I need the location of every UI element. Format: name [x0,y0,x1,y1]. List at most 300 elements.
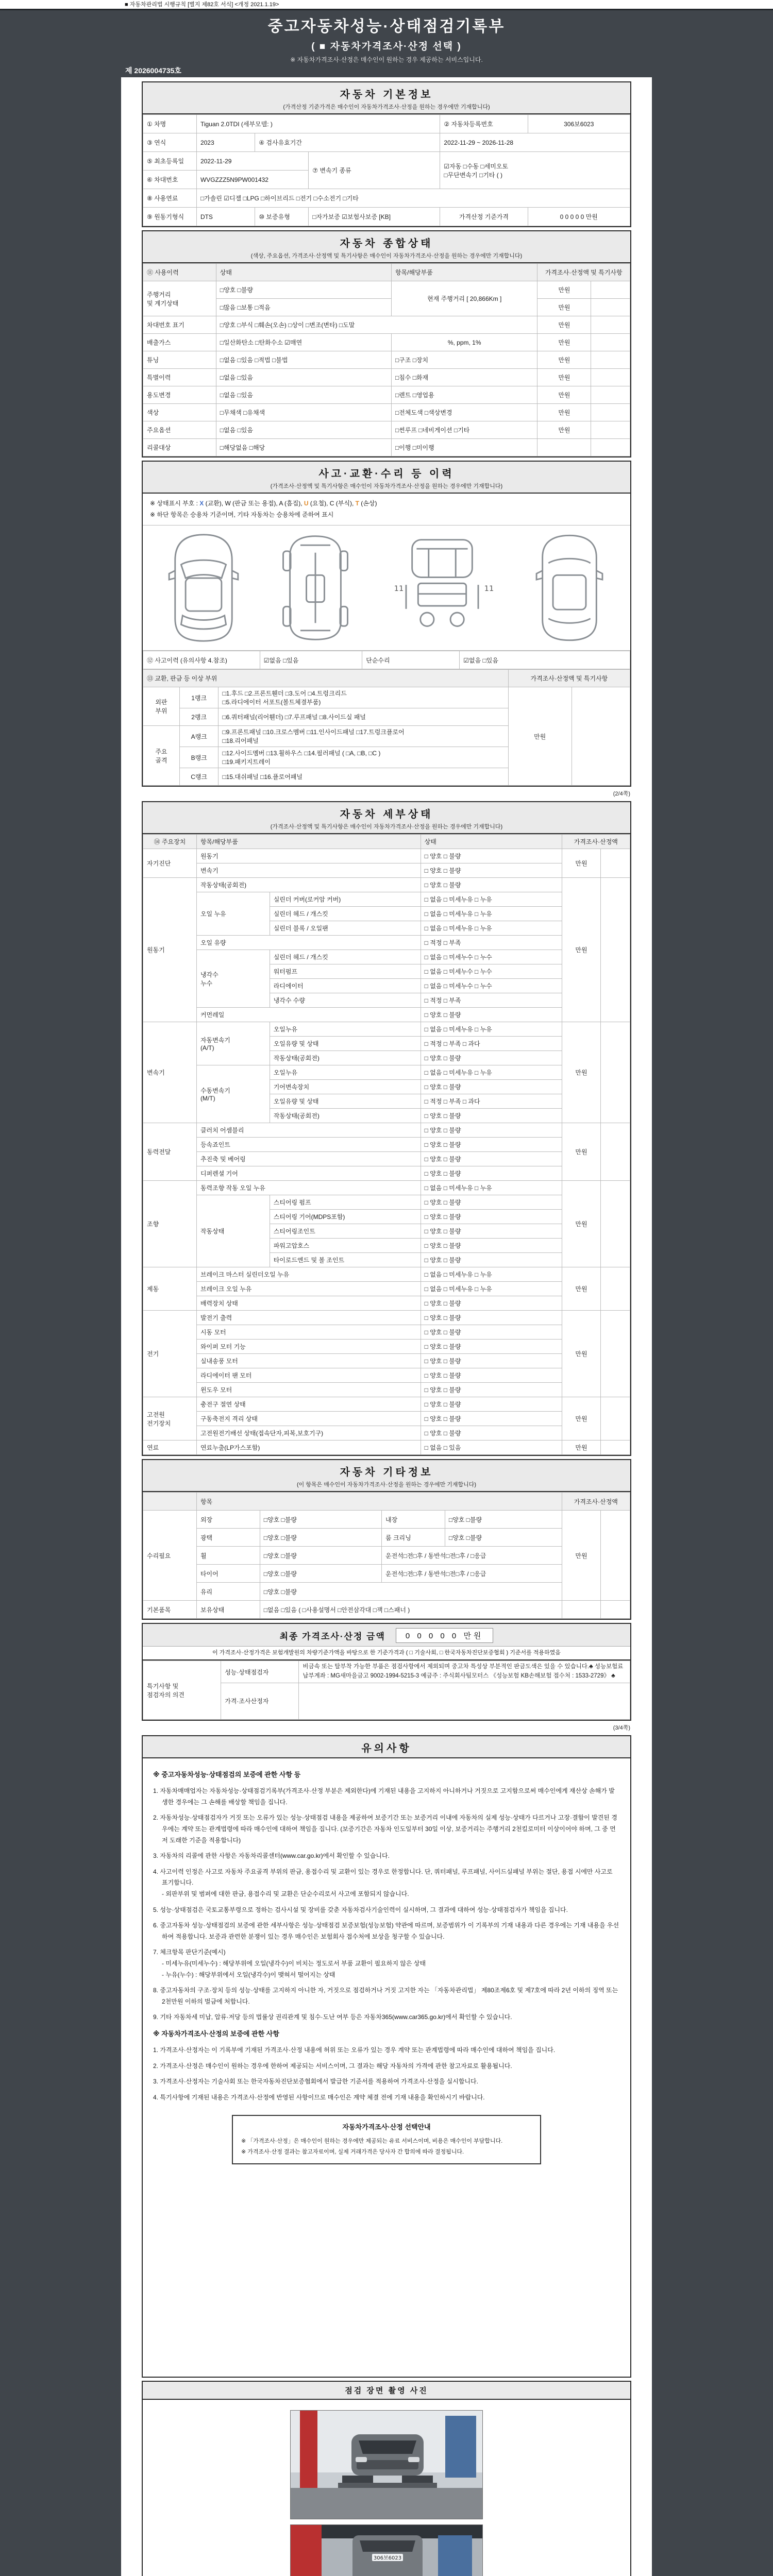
cell: □없음 □있음 [216,421,391,439]
state-code-legend [143,494,630,526]
legend-segment: (흠집), [282,500,304,507]
cell: 배력장치 상태 [196,1296,421,1311]
cell: ⑩ 보증유형 [255,208,309,226]
cell: □해당없음 □해당 [216,439,391,456]
cell: 특별이력 [143,369,216,386]
notice-s2-items [153,2045,620,2103]
cell: □ 양호 □ 불량 [421,1325,562,1340]
cell: 만원 [562,1123,601,1181]
cell: □양호 □불량 [216,281,391,299]
cell: 연료누출(LP가스포함) [196,1440,421,1455]
photo-license-plate: 306보6023 [373,2555,402,2561]
cell: B랭크 [179,747,219,768]
cell: %, ppm, 1% [391,334,537,351]
cell: □ 양호 □ 불량 [421,1354,562,1368]
cell: □ 양호 □ 불량 [421,1239,562,1253]
first-registration-date: 2022-11-29 [196,152,308,171]
cell [601,1311,630,1397]
section-notice [142,1735,631,2378]
cell [591,421,630,439]
cell: A랭크 [179,726,219,747]
section-basic-info [142,81,631,227]
cell: 가격조사·산정액 및 특기사항 [508,670,630,687]
cell: 배출가스 [143,334,216,351]
legend-segment: W [225,500,231,507]
section-accident-history [142,461,631,787]
cell: □ 없음 □ 미세누유 □ 누유 [421,907,562,921]
transmission-type: ☑자동 □수동 □세미오토 □무단변속기 □기타 ( ) [440,152,630,189]
cell: 파워고압호스 [270,1239,421,1253]
cell: 구동축전지 격리 상태 [196,1412,421,1426]
cell: 냉각수 누수 [196,950,270,1008]
cell: □렌트 □영업용 [391,386,537,404]
cell: □없음 □있음 ( □사용설명서 □안전삼각대 □잭 □스패너 ) [260,1601,562,1619]
cell: 단순수리 [362,651,460,669]
cell: 타이어 [196,1565,260,1583]
cell: □12.사이드멤버 □13.휠하우스 □14.필러패널 ( □A, □B, □C ) □19.패키지트레이 [219,747,508,768]
cell: □무채색 □유채색 [216,404,391,421]
cell: □없음 □있음 □적법 □불법 [216,351,391,369]
car-diagram-underbody-view [277,532,354,644]
document-title-block [0,13,773,64]
overall-state-table [143,263,630,456]
cell: 기어변속장치 [270,1080,421,1094]
accident-row-table [143,651,630,669]
overall-state-header [143,231,630,263]
cell: □ 양호 □ 불량 [421,1368,562,1383]
cell: 연료 [143,1440,197,1455]
legend-segment: T [355,500,359,507]
cell: □ 양호 □ 불량 [421,1253,562,1267]
legend-segment: (요철), [308,500,330,507]
fuel-type: □가솔린 ☑디젤 □LPG □하이브리드 □전기 □수소전기 □기타 [196,189,630,208]
cell: 라디에이터 [270,979,421,993]
cell: 실린더 블록 / 오일팬 [270,921,421,936]
cell: 만원 [537,386,591,404]
notice-item: 9. 기타 자동차세 미납, 압류·저당 등의 법률상 권리관계 및 침수·도난 여부 등은 자동차365(www.car365.go.kr)에서 확인할 수 있습니다. [153,2013,512,2021]
cell: 유리 [196,1583,260,1601]
cell: ② 자동차등록번호 [440,115,528,133]
cell: 자동변속기 (A/T) [196,1022,270,1065]
cell: □ 양호 □ 불량 [421,1166,562,1181]
cell: ③ 연식 [143,133,197,152]
inspector-opinion: 비금속 또는 탈부착 가능한 부품은 점검사항에서 제외되며 중고차 특성상 부분적인 판금도색은 있을 수 있습니다.♣ 성능보험료 납부계좌 : MG새마을금고 9002-1994-5215-3 예금주 : 주식회사팀모터스 《성능보험 KB손해보험 접수처 : 1533-2729》 ♣ [299,1661,630,1683]
cell: □1.후드 □2.프론트휀더 □3.도어 □4.트렁크리드 □5.라디에이터 서포트(볼트체결부품) [219,687,508,708]
cell: □ 양호 □ 불량 [421,1340,562,1354]
cell: 커먼레일 [196,1008,421,1022]
cell: 리콜대상 [143,439,216,456]
cell: 작동상태(공회전) [196,878,421,892]
cell: 만원 [537,316,591,334]
cell: □ 양호 □ 불량 [421,1195,562,1210]
basic-info-table [143,114,630,226]
notice-item: 6. 중고자동차 성능·상태점검의 보증에 관한 세부사항은 성능·상태점검 보증보험(성능보험) 약관에 따르며, 보증범위가 이 기록부의 기재 내용과 다른 경우에는 기재 내용을 우선하여 적용합니다. 보증과 관련한 분쟁이 있는 경우 매수인은 보험회사 접수처에 보상을 청구할 수 있습니다. [153,1922,619,1940]
cell: 원동기 [196,849,421,863]
cell: □ 양호 □ 불량 [421,849,562,863]
plate-number: 306보6023 [528,115,630,133]
cell: 차대번호 표기 [143,316,216,334]
cell: □ 양호 □ 불량 [421,1296,562,1311]
legend-segment: (손상) [359,500,377,507]
cell: 만원 [562,1181,601,1267]
cell: 항목/해당부품 [196,835,421,849]
notice-item: 2. 가격조사·산정은 매수인이 원하는 경우에 한하여 제공되는 서비스이며, 그 결과는 해당 자동차의 가격에 관한 참고자료로 활용됩니다. [153,2062,512,2070]
cell: 만원 [562,1440,601,1455]
notice-item: 3. 자동차의 리콜에 관한 사항은 자동차리콜센터(www.car.go.kr)에서 확인할 수 있습니다. [153,1852,390,1860]
inspector-opinion-table [143,1660,630,1720]
cell: □ 없음 □ 미세누유 □ 누유 [421,1282,562,1296]
notice-s1-items [153,1786,620,2023]
cell: 원동기 [143,878,197,1022]
basic-info-header [143,82,630,114]
cell [591,439,630,456]
price-survey-guide-box [232,2115,541,2165]
cell: 동력조향 작동 오일 누유 [196,1181,421,1195]
cell: 만원 [562,1511,601,1601]
legend-segment: (부식), [334,500,356,507]
section-subtitle: (가격조사·산정액 및 특기사항은 매수인이 자동차가격조사·산정을 원하는 경우에만 기재합니다) [270,824,503,831]
cell: 용도변경 [143,386,216,404]
cell: 외장 [196,1511,260,1529]
detail-state-header [143,802,630,834]
cell [591,386,630,404]
cell: □양호 □불량 [445,1529,562,1547]
cell: 오일 누유 [196,892,270,936]
cell: □ 없음 □ 미세누유 □ 누유 [421,892,562,907]
cell: 냉각수 수량 [270,993,421,1008]
cell: □ 없음 □ 미세누유 □ 누유 [421,921,562,936]
notice-body [143,1758,630,2377]
final-price-value: 0 0 0 0 0 만원 [396,1628,494,1643]
cell: 라디에이터 팬 모터 [196,1368,421,1383]
cell: 만원 [537,299,591,316]
cell: □침수 □화재 [391,369,537,386]
cell: □ 없음 □ 미세누수 □ 누수 [421,979,562,993]
cell [601,878,630,1022]
cell: 주요옵션 [143,421,216,439]
cell: 외판 부위 [143,687,180,726]
legend-segment: U [304,500,309,507]
car-diagram-front-section-view [388,534,496,642]
notice-item: 1. 자동차매매업자는 자동차성능·상태점검기록부(가격조사·산정 부분은 제외한다)에 기재된 내용을 고지하지 아니하거나 거짓으로 고지함으로써 매수인에게 재산상 손해가 발생한 경우에는 그 손해를 배상할 책임을 집니다. [153,1787,615,1806]
inspection-valid-period: 2022-11-29 ~ 2026-11-28 [440,133,630,152]
cell: □6.쿼터패널(리어휀더) □7.루프패널 □8.사이드실 패널 [219,708,508,726]
cell: 실린더 커버(로커암 커버) [270,892,421,907]
current-mileage: 현재 주행거리 [ 20,866Km ] [391,281,537,316]
section-subtitle: (가격조사·산정액 및 특기사항은 매수인이 자동차가격조사·산정을 원하는 경우에만 기재합니다) [270,483,503,489]
cell: 2랭크 [179,708,219,726]
section-title: 유의사항 [361,1742,412,1754]
cell: 만원 [562,1267,601,1311]
document-sheet [121,77,652,2576]
cell: □구조 □장치 [391,351,537,369]
cell: 수동변속기 (M/T) [196,1065,270,1123]
photo-zone [143,2400,630,2576]
base-price: 0 0 0 0 0 만원 [528,208,630,226]
cell: 항목/해당부품 [391,264,537,281]
cell: 보유상태 [196,1601,260,1619]
section-title: 자동차 종합상태 [340,238,433,249]
cell: □ 양호 □ 불량 [421,863,562,878]
inspection-photo-rear-lift [290,2524,483,2576]
cell: □ 없음 □ 미세누수 □ 누수 [421,950,562,964]
cell: □양호 □부식 □훼손(오손) □상이 □변조(변타) □도말 [216,316,537,334]
detail-state-table [143,834,630,1455]
cell: 전기 [143,1311,197,1397]
cell: □ 양호 □ 불량 [421,1080,562,1094]
legend-segment: ※ 상태표시 부호 : [150,500,200,507]
notice-item: 1. 가격조사·산정자는 이 기록부에 기재된 가격조사·산정 내용에 허위 또는 오류가 있는 경우 계약 또는 관계법령에 따라 매수인에 대하여 책임을 집니다. [153,2046,556,2054]
cell [601,1267,630,1311]
cell: ⑪ 사용이력 [143,264,216,281]
notice-header [143,1736,630,1758]
cell: □ 양호 □ 불량 [421,1008,562,1022]
cell: □양호 □불량 [445,1511,562,1529]
notice-s1-title: ※ 중고자동차성능·상태점검의 보증에 관한 사항 등 [153,1770,301,1778]
cell [601,1123,630,1181]
cell: 작동상태 [196,1195,270,1267]
warranty-type: □자가보증 ☑보험사보증 [KB] [309,208,440,226]
cell: 상태 [216,264,391,281]
car-diagram-top-view [165,532,242,644]
cell: 작동상태(공회전) [270,1051,421,1065]
cell: □양호 □불량 [260,1529,381,1547]
cell: □없음 □있음 [216,386,391,404]
final-price-label: 최종 가격조사·산정 금액 [279,1632,385,1642]
cell: 추진축 및 베어링 [196,1152,421,1166]
section-title: 사고·교환·수리 등 이력 [318,468,455,480]
cell: □ 양호 □ 불량 [421,1426,562,1440]
cell: 1랭크 [179,687,219,708]
cell: C랭크 [179,768,219,786]
cell: □이행 □미이행 [391,439,537,456]
cell: 튜닝 [143,351,216,369]
cell: 만원 [537,351,591,369]
section-photos [142,2381,631,2576]
cell: 가격산정 기준가격 [440,208,528,226]
cell [591,316,630,334]
cell: □ 양호 □ 불량 [421,1210,562,1224]
cell: □ 양호 □ 불량 [421,878,562,892]
cell: 와이퍼 모터 기능 [196,1340,421,1354]
cell: 오일누유 [270,1065,421,1080]
cell: ⑧ 사용연료 [143,189,197,208]
cell: □양호 □불량 [260,1511,381,1529]
cell: ⑦ 변속기 종류 [309,152,440,189]
cell: 오일누유 [270,1022,421,1037]
cell: □ 적정 □ 부족 [421,993,562,1008]
cell: □썬루프 □네비게이션 □기타 [391,421,537,439]
notice-item: 4. 사고이력 인정은 사고로 자동차 주요골격 부위의 판금, 용접수리 및 교환이 있는 경우로 한정합니다. 단, 쿼터패널, 루프패널, 사이드실패널 부위는 절단, 용접 시에만 사고로 표기합니다. - 외판부위 및 범퍼에 대한 판금, 용접수리 및 교환은 단순수리로서 사고에 포함되지 않습니다. [153,1868,613,1897]
page-marker-2: (2/4쪽) [613,791,630,798]
cell [601,1181,630,1267]
cell: 주행거리 및 계기상태 [143,281,216,316]
cell [591,299,630,316]
diagram-label-right: 11 [484,584,494,594]
cell: ⑭ 주요장치 [143,835,197,849]
legend-segment: C [329,500,334,507]
etc-info-header [143,1460,630,1492]
cell: □ 없음 □ 미세누수 □ 누수 [421,964,562,979]
cell [591,404,630,421]
cell: 브레이크 마스터 실린더오일 누유 [196,1267,421,1282]
cell: 윈도우 모터 [196,1383,421,1397]
cell: □ 적정 □ 부족 □ 과다 [421,1094,562,1109]
section-final-price [142,1623,631,1721]
vehicle-name: Tiguan 2.0TDI (세부모델: ) [196,115,440,133]
cell: 수리필요 [143,1511,197,1601]
cell: 기본품목 [143,1601,197,1619]
cell: □ 양호 □ 불량 [421,1051,562,1065]
cell [601,1601,630,1619]
cell: 제동 [143,1267,197,1311]
etc-info-table [143,1492,630,1619]
cell [537,439,591,456]
cell: ⑤ 최초등록일 [143,152,197,171]
cell: 운전석□전□후 / 동반석□전□후 / □응급 [382,1565,562,1583]
cell: 오일 유량 [196,936,421,950]
cell: ⑥ 차대번호 [143,171,197,189]
cell: 만원 [537,281,591,299]
cell [601,1440,630,1455]
guide-box-title: 자동차가격조사·산정 선택안내 [342,2123,431,2131]
cell: 브레이크 오일 누유 [196,1282,421,1296]
notice-item: ※ 가격조사·산정 결과는 참고자료이며, 실제 거래가격은 당사자 간 합의에 따라 결정됩니다. [241,2149,464,2156]
cell: □ 양호 □ 불량 [421,1224,562,1239]
cell: 충전구 절연 상태 [196,1397,421,1412]
cell: □없음 □있음 [216,369,391,386]
cell: 등속죠인트 [196,1138,421,1152]
car-diagram-rear-underbody-view [531,532,608,644]
cell: □ 없음 □ 미세누유 □ 누유 [421,1022,562,1037]
cell: 변속기 [196,863,421,878]
cell [299,1683,630,1719]
notice-item: 8. 중고자동차의 구조·장치 등의 성능·상태를 고지하지 아니한 자, 거짓으로 점검하거나 거짓 고지한 자는 「자동차관리법」 제80조제6호 및 제7호에 따라 2년 이하의 징역 또는 2천만원 이하의 벌금에 처합니다. [153,1987,618,2005]
cell: □ 양호 □ 불량 [421,1412,562,1426]
cell [601,849,630,878]
cell: □15.대쉬패널 □16.플로어패널 [219,768,508,786]
cell: 실린더 헤드 / 개스킷 [270,907,421,921]
cell: 만원 [562,849,601,878]
cell: 내장 [382,1511,445,1529]
cell: 가격조사·산정액 [562,1493,630,1511]
cell: 클러치 어셈블리 [196,1123,421,1138]
cell [572,687,630,786]
cell [601,1397,630,1440]
cell: 오일유량 및 상태 [270,1037,421,1051]
cell: 고전원전기배선 상태(접속단자,피복,보호기구) [196,1426,421,1440]
cell [143,1493,197,1511]
cell: 가격조사·산정액 [562,835,630,849]
cell: 오일유량 및 상태 [270,1094,421,1109]
final-price-note: 이 가격조사·산정가격은 보험개발원의 차량기준가액을 바탕으로 한 기준가격과 ( □ 기술사회, □ 한국자동차진단보증협회 ) 기준서를 적용하였음 [143,1647,630,1660]
cell: □많음 □보통 □적음 [216,299,391,316]
cell [591,334,630,351]
cell: □ 양호 □ 불량 [421,1383,562,1397]
cell: 광택 [196,1529,260,1547]
cell: 항목 [196,1493,562,1511]
legend-segment: A [279,500,283,507]
cell: ④ 검사유효기간 [255,133,440,152]
cell: □일산화탄소 □탄화수소 ☑매연 [216,334,391,351]
cell: 만원 [508,687,572,786]
cell: 워터펌프 [270,964,421,979]
cell: 스티어링 기어(MDPS포함) [270,1210,421,1224]
cell: 만원 [562,1397,601,1440]
cell: ⑬ 교환, 판금 등 이상 부위 [143,670,509,687]
legend-segment: X [199,500,204,507]
cell: □ 없음 □ 미세누유 □ 누유 [421,1267,562,1282]
legend-segment: (교환), [204,500,225,507]
cell: □ 적정 □ 부족 □ 과다 [421,1037,562,1051]
section-title: 자동차 세부상태 [340,809,433,821]
final-price-band [143,1624,630,1647]
cell: □ 없음 □ 있음 [421,1440,562,1455]
cell [591,369,630,386]
cell: 성능·상태점검자 [221,1661,299,1683]
engine-type: DTS [196,208,255,226]
legend-segment: (판금 또는 용접), [230,500,279,507]
document-number: 제 2026004735호 [125,66,181,75]
cell: □양호 □불량 [260,1583,562,1601]
cell: 발전기 출력 [196,1311,421,1325]
cell: 실내송풍 모터 [196,1354,421,1368]
cell: 가격조사·산정액 및 특기사항 [537,264,630,281]
form-reference-note: ■ 자동차관리법 시행규칙 [별지 제82호 서식] <개정 2021.1.19> [0,0,773,10]
cell: 작동상태(공회전) [270,1109,421,1123]
cell: 변속기 [143,1022,197,1123]
cell [591,281,630,299]
cell [562,1601,601,1619]
cell: ⑨ 원동기형식 [143,208,197,226]
cell: □ 없음 □ 미세누유 □ 누유 [421,1181,562,1195]
cell: 디퍼렌셜 기어 [196,1166,421,1181]
cell: 만원 [537,369,591,386]
page-subtitle: ( ■ 자동차가격조사·산정 선택 ) [311,41,462,52]
accident-history-header [143,462,630,494]
cell [591,351,630,369]
section-detail-state [142,801,631,1456]
page-title: 중고자동차성능·상태점검기록부 [267,18,506,35]
cell: 특기사항 및 점검자의 의견 [143,1661,221,1720]
notice-item: ※ 「가격조사·산정」은 매수인이 원하는 경우에만 제공되는 유료 서비스이며, 비용은 매수인이 부담합니다. [241,2138,503,2145]
cell: 만원 [537,404,591,421]
cell: □양호 □불량 [260,1565,381,1583]
section-title: 점검 장면 촬영 사진 [345,2386,428,2395]
legend-line [150,498,623,510]
cell: □9.프론트패널 □10.크로스멤버 □11.인사이드패널 □17.트렁크플로어 □18.리어패널 [219,726,508,747]
cell: 스티어링조인트 [270,1224,421,1239]
diagram-label-left: 11 [394,584,404,594]
cell: 타이로드엔드 및 볼 조인트 [270,1253,421,1267]
cell: 가격·조사산정자 [221,1683,299,1719]
guide-box-items [241,2137,532,2157]
page-subnote: ※ 자동차가격조사·산정은 매수인이 원하는 경우 제공하는 서비스입니다. [290,56,483,63]
cell: 휠 [196,1547,260,1565]
panel-rank-table [143,669,630,786]
legend-note: ※ 하단 항목은 승용차 기준이며, 기타 자동차는 승용차에 준하여 표시 [150,511,334,518]
cell: 고전원 전기장치 [143,1397,197,1440]
photos-header [143,2382,630,2400]
cell: □ 양호 □ 불량 [421,1152,562,1166]
cell: 만원 [562,1022,601,1123]
cell: 만원 [537,334,591,351]
section-etc-info [142,1459,631,1620]
cell: □ 양호 □ 불량 [421,1138,562,1152]
cell: ① 차명 [143,115,197,133]
car-diagrams [143,526,630,651]
cell: 스티어링 펌프 [270,1195,421,1210]
